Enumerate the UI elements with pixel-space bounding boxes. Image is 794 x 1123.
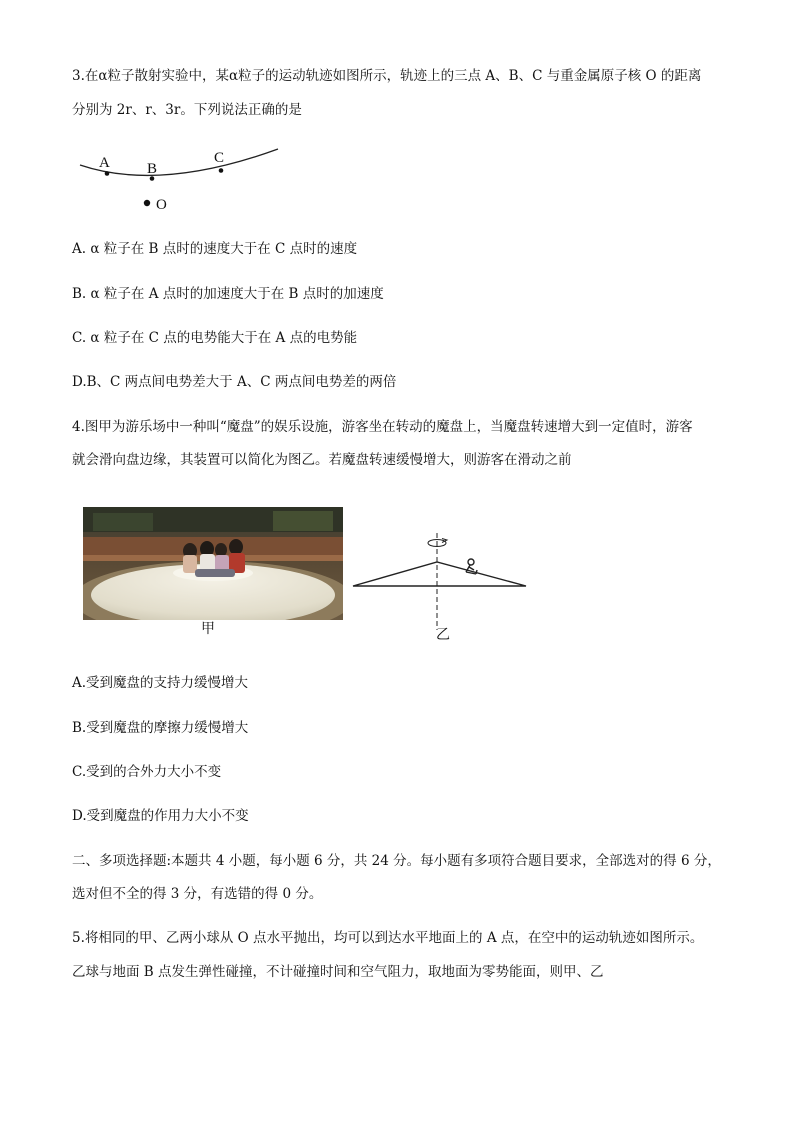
point-b-label: B <box>147 161 158 177</box>
q4-option-c: C.受到的合外力大小不变 <box>72 764 222 780</box>
q3-option-b: B. α 粒子在 A 点时的加速度大于在 B 点时的加速度 <box>72 286 384 302</box>
q5-stem-line-1: 5.将相同的甲、乙两小球从 O 点水平抛出，均可以到达水平地面上的 A 点，在空中的运动轨迹如图所示。 <box>72 930 704 946</box>
nucleus-o-label: O <box>156 197 167 213</box>
q3-trajectory-figure <box>70 140 300 220</box>
q3-stem-line-1: 3.在α粒子散射实验中，某α粒子的运动轨迹如图所示，轨迹上的三点 A、B、C 与重金属原子核 O 的距离 <box>72 68 702 84</box>
figure-yi-caption: 乙 <box>436 627 450 643</box>
section2-heading-line-2: 选对但不全的得 3 分，有选错的得 0 分。 <box>72 886 323 902</box>
q3-stem-line-2: 分别为 2r、r、3r。下列说法正确的是 <box>72 102 302 118</box>
point-c-label: C <box>214 150 225 166</box>
point-a-label: A <box>99 155 110 171</box>
magic-disc-diagram <box>350 530 530 630</box>
q4-option-d: D.受到魔盘的作用力大小不变 <box>72 808 249 824</box>
q5-stem-line-2: 乙球与地面 B 点发生弹性碰撞，不计碰撞时间和空气阻力，取地面为零势能面，则甲、乙 <box>72 964 604 980</box>
point-c-dot <box>219 168 224 173</box>
magic-disc-photo <box>83 507 343 620</box>
section2-heading-line-1: 二、多项选择题:本题共 4 小题，每小题 6 分，共 24 分。每小题有多项符合题目要求，全部选对的得 6 分， <box>72 853 721 869</box>
q4-option-b: B.受到魔盘的摩擦力缓慢增大 <box>72 720 249 736</box>
point-a-dot <box>105 171 110 176</box>
q3-option-a: A. α 粒子在 B 点时的速度大于在 C 点时的速度 <box>72 241 358 257</box>
figure-jia-caption: 甲 <box>201 621 215 637</box>
q4-stem-line-1: 4.图甲为游乐场中一种叫“魔盘”的娱乐设施，游客坐在转动的魔盘上，当魔盘转速增大到一定值时，游客 <box>72 419 693 435</box>
q4-option-a: A.受到魔盘的支持力缓慢增大 <box>72 675 249 691</box>
cone-disc-triangle <box>353 562 526 586</box>
q3-option-c: C. α 粒子在 C 点的电势能大于在 A 点的电势能 <box>72 330 358 346</box>
q4-stem-line-2: 就会滑向盘边缘，其装置可以简化为图乙。若魔盘转速缓慢增大，则游客在滑动之前 <box>72 452 572 468</box>
nucleus-o-dot <box>144 200 150 206</box>
q3-option-d: D.B、C 两点间电势差大于 A、C 两点间电势差的两倍 <box>72 374 397 390</box>
